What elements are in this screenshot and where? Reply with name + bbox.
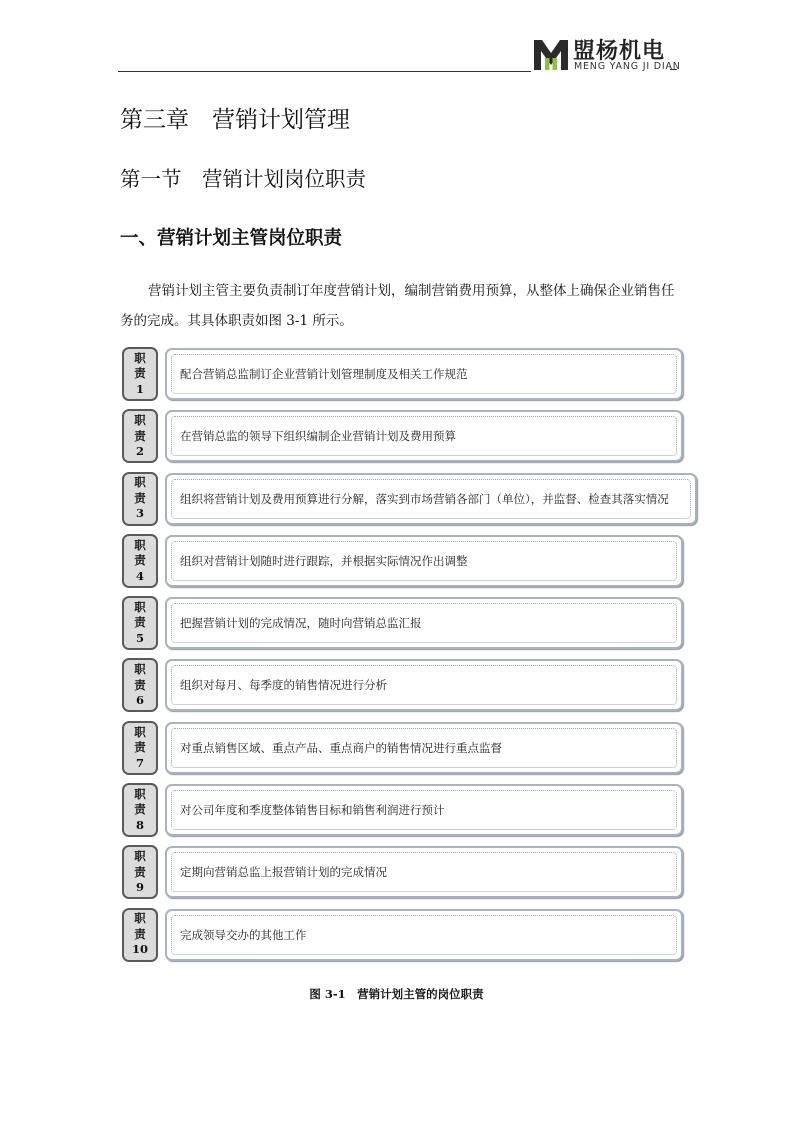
header-rule	[118, 71, 531, 72]
duty-item	[122, 783, 712, 837]
duty-tag	[122, 783, 158, 837]
duty-tag	[122, 347, 158, 401]
duty-item	[122, 658, 712, 712]
duty-text: 组织将营销计划及费用预算进行分解，落实到市场营销各部门（单位），并监督、检查其落实情况	[180, 491, 669, 506]
duty-tag-char: 职	[134, 413, 146, 428]
duty-box	[165, 659, 683, 711]
logo-chinese-name: 盟杨机电	[573, 39, 666, 64]
duty-tag	[122, 845, 158, 899]
duty-tag-char: 责	[134, 490, 146, 505]
duty-tag-char: 责	[134, 802, 146, 817]
duty-tag	[122, 721, 158, 775]
duty-text: 定期向营销总监上报营销计划的完成情况	[180, 865, 387, 880]
duty-tag-char: 责	[134, 677, 146, 692]
duty-list	[122, 347, 712, 970]
duty-tag-char: 责	[134, 428, 146, 443]
logo-english-name: MENG YANG JI DIAN	[574, 61, 681, 72]
duty-tag-char: 职	[134, 724, 146, 739]
duty-tag-char: 职	[134, 911, 146, 926]
duty-box	[165, 597, 683, 649]
duty-number: 2	[135, 444, 144, 459]
duty-item	[122, 347, 712, 401]
duty-number: 4	[135, 568, 144, 583]
duty-tag-char: 职	[134, 849, 146, 864]
duty-tag-char: 责	[134, 864, 146, 879]
duty-item	[122, 596, 712, 650]
duty-tag-char: 职	[134, 537, 146, 552]
duty-tag-char: 职	[134, 350, 146, 365]
duty-box	[165, 473, 697, 525]
duty-number: 8	[135, 817, 144, 832]
duty-text: 对重点销售区域、重点产品、重点商户的销售情况进行重点监督	[180, 740, 502, 755]
duty-text: 配合营销总监制订企业营销计划管理制度及相关工作规范	[180, 367, 468, 381]
duty-number: 6	[135, 693, 144, 708]
duty-text: 在营销总监的领导下组织编制企业营销计划及费用预算	[180, 429, 456, 444]
duty-tag-char: 责	[134, 615, 146, 630]
subsection-title: 一、营销计划主管岗位职责	[120, 228, 343, 249]
duty-text: 把握营销计划的完成情况，随时向营销总监汇报	[180, 616, 422, 631]
figure-caption: 图 3-1 营销计划主管的岗位职责	[309, 987, 484, 1001]
duty-tag-char: 职	[134, 599, 146, 614]
duty-tag	[122, 596, 158, 650]
duty-box	[165, 722, 683, 774]
duty-number: 9	[135, 880, 144, 895]
duty-box	[165, 348, 683, 400]
chapter-title: 第三章 营销计划管理	[120, 107, 350, 133]
duty-box	[165, 784, 683, 836]
duty-box	[165, 410, 683, 462]
logo-mark-icon	[533, 36, 569, 72]
duty-number: 7	[135, 755, 144, 770]
duty-number: 3	[135, 506, 144, 521]
duty-tag	[122, 409, 158, 463]
duty-tag-char: 职	[134, 786, 146, 801]
duty-text: 组织对营销计划随时进行跟踪，并根据实际情况作出调整	[180, 553, 468, 568]
duty-tag-char: 职	[134, 662, 146, 677]
intro-paragraph: 营销计划主管主要负责制订年度营销计划，编制营销费用预算，从整体上确保企业销售任务的完成。其具体职责如图 3-1 所示。	[120, 283, 675, 329]
duty-tag	[122, 658, 158, 712]
duty-number: 1	[135, 381, 144, 396]
duty-tag-char: 责	[134, 553, 146, 568]
duty-item	[122, 409, 712, 463]
duty-text: 对公司年度和季度整体销售目标和销售利润进行预计	[180, 803, 445, 818]
duty-box	[165, 909, 683, 961]
duty-tag	[122, 472, 158, 526]
duty-item	[122, 534, 712, 588]
duty-item	[122, 472, 712, 526]
duty-tag-char: 责	[134, 926, 146, 941]
duty-text: 完成领导交办的其他工作	[180, 927, 307, 942]
duty-tag-char: 责	[134, 366, 146, 381]
duty-number: 10	[131, 942, 148, 957]
section-title: 第一节 营销计划岗位职责	[120, 167, 366, 191]
duty-box	[165, 535, 683, 587]
duty-text: 组织对每月、每季度的销售情况进行分析	[180, 678, 387, 693]
duty-tag	[122, 908, 158, 962]
logo-underline	[670, 69, 677, 70]
duty-tag-char: 职	[134, 475, 146, 490]
duty-tag	[122, 534, 158, 588]
duty-tag-char: 责	[134, 740, 146, 755]
duty-number: 5	[135, 630, 144, 645]
duty-box	[165, 846, 683, 898]
duty-item	[122, 908, 712, 962]
duty-item	[122, 721, 712, 775]
duty-item	[122, 845, 712, 899]
company-logo	[533, 36, 683, 74]
